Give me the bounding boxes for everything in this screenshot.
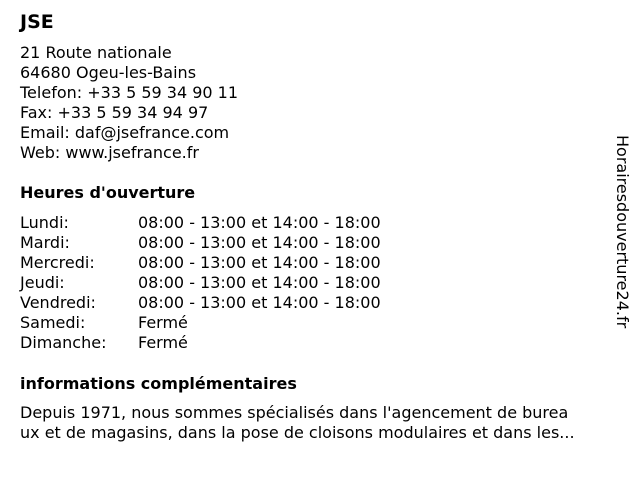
city-address: 64680 Ogeu-les-Bains <box>20 63 197 82</box>
day-hours: Fermé <box>138 313 188 332</box>
watermark-text: Horairesdouverture24.fr <box>613 135 632 329</box>
day-label: Mardi: <box>20 233 70 252</box>
day-hours: Fermé <box>138 333 188 352</box>
day-hours: 08:00 - 13:00 et 14:00 - 18:00 <box>138 273 381 292</box>
website-link[interactable]: Web: www.jsefrance.fr <box>20 143 199 162</box>
day-hours: 08:00 - 13:00 et 14:00 - 18:00 <box>138 233 381 252</box>
opening-hours-table <box>20 213 381 353</box>
additional-info-title: informations complémentaires <box>20 374 297 393</box>
hours-row-saturday <box>20 313 381 333</box>
company-name: JSE <box>20 11 54 33</box>
hours-row-tuesday <box>20 233 381 253</box>
day-label: Samedi: <box>20 313 86 332</box>
street-address: 21 Route nationale <box>20 43 172 62</box>
day-hours: 08:00 - 13:00 et 14:00 - 18:00 <box>138 253 381 272</box>
day-hours: 08:00 - 13:00 et 14:00 - 18:00 <box>138 293 381 312</box>
day-label: Dimanche: <box>20 333 107 352</box>
company-description: Depuis 1971, nous sommes spécialisés dans l'agencement de burea ux et de magasins, dans la pose de cloisons modulaires et dans les... <box>20 403 575 442</box>
site-watermark <box>612 135 632 345</box>
hours-row-friday <box>20 293 381 313</box>
hours-row-wednesday <box>20 253 381 273</box>
day-hours: 08:00 - 13:00 et 14:00 - 18:00 <box>138 213 381 232</box>
fax-number: Fax: +33 5 59 34 94 97 <box>20 103 209 122</box>
day-label: Lundi: <box>20 213 69 232</box>
hours-row-sunday <box>20 333 381 353</box>
day-label: Jeudi: <box>20 273 65 292</box>
day-label: Mercredi: <box>20 253 95 272</box>
email-address[interactable]: Email: daf@jsefrance.com <box>20 123 230 142</box>
hours-row-thursday <box>20 273 381 293</box>
opening-hours-title: Heures d'ouverture <box>20 183 196 202</box>
hours-row-monday <box>20 213 381 233</box>
phone-number[interactable]: Telefon: +33 5 59 34 90 11 <box>20 83 239 102</box>
day-label: Vendredi: <box>20 293 96 312</box>
company-contact-block <box>20 43 238 163</box>
